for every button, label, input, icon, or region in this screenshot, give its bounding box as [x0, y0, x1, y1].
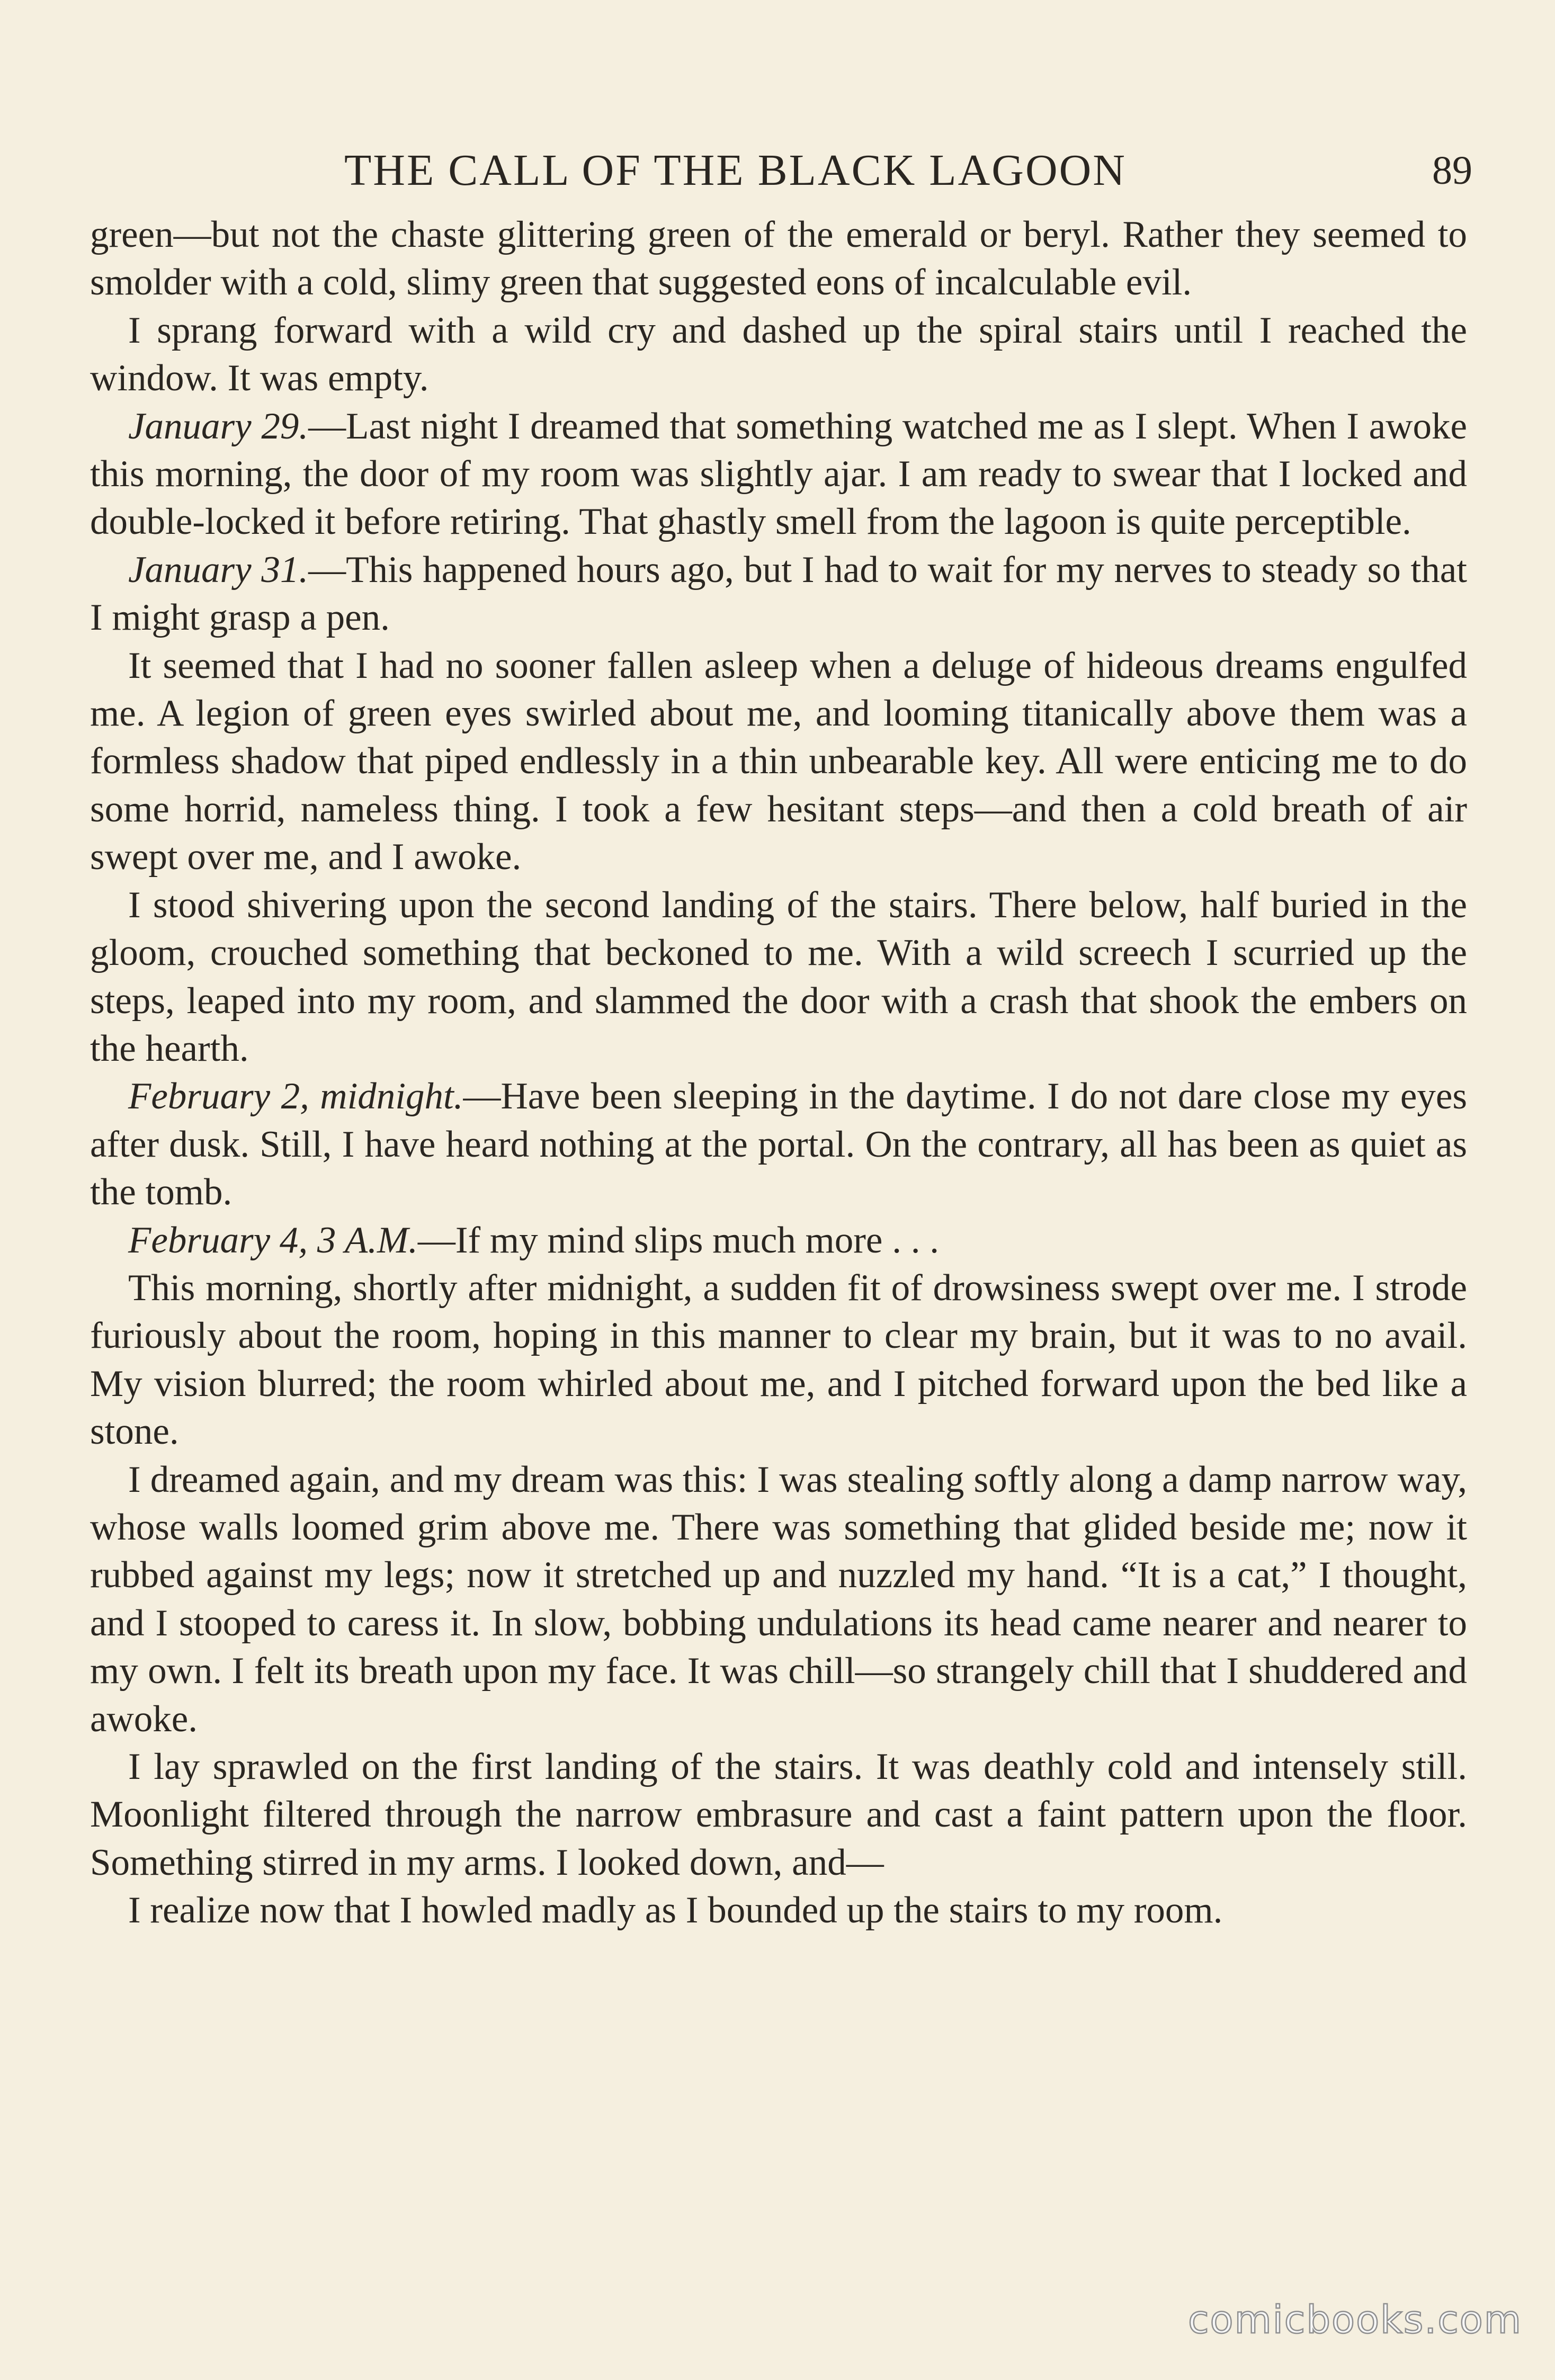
paragraph-text: This morning, shortly after midnight, a sudden fit of drowsiness swept over me. I strode furiously about the room, hoping in this manner to clear my brain, but it was to no avail. My vision blurred; the room whirled about me, and I pitched forward upon the bed like a stone. [90, 1267, 1467, 1453]
paragraph [90, 402, 1467, 546]
paragraph [90, 881, 1467, 1073]
paragraph-text: —This happened hours ago, but I had to wait for my nerves to steady so that I might grasp a pen. [90, 549, 1467, 639]
paragraph [90, 211, 1467, 307]
paragraph-text: —Have been sleeping in the daytime. I do not dare close my eyes after dusk. Still, I have heard nothing at the portal. On the contrary, all has been as quiet as the tomb. [90, 1076, 1467, 1213]
paragraph [90, 546, 1467, 642]
entry-date: February 4, 3 A.M. [128, 1219, 418, 1261]
paragraph [90, 642, 1467, 881]
page-header [344, 139, 1472, 202]
paragraph [90, 1216, 1467, 1264]
paragraph [90, 1886, 1467, 1934]
watermark: comicbooks.com [1187, 2297, 1522, 2342]
entry-date: January 31. [128, 549, 309, 590]
paragraph [90, 1264, 1467, 1456]
paragraph-text: green—but not the chaste glittering green of the emerald or beryl. Rather they seemed to smolder with a cold, slimy green that suggested eons of incalculable evil. [90, 214, 1467, 303]
paragraph-text: —If my mind slips much more . . . [417, 1219, 939, 1261]
entry-date: January 29. [128, 405, 309, 447]
paragraph [90, 1743, 1467, 1886]
paragraph-text: I sprang forward with a wild cry and dashed up the spiral stairs until I reached the window. It was empty. [90, 309, 1467, 399]
paragraph-text: It seemed that I had no sooner fallen asleep when a deluge of hideous dreams engulfed me. A legion of green eyes swirled about me, and looming titanically above them was a formless shadow that piped endlessly in a thin unbearable key. All were enticing me to do some horrid, nameless thing. I took a few hesitant steps—and then a cold breath of air swept over me, and I awoke. [90, 645, 1467, 878]
paragraph-text: —Last night I dreamed that something watched me as I slept. When I awoke this morning, the door of my room was slightly ajar. I am ready to swear that I locked and double-locked it before retiring. That ghastly smell from the lagoon is quite perceptible. [90, 405, 1467, 543]
paragraph-text: I dreamed again, and my dream was this: I was stealing softly along a damp narrow way, whose walls loomed grim above me. There was something that glided beside me; now it rubbed against my legs; now it stretched up and nuzzled my hand. “It is a cat,” I thought, and I stooped to caress it. In slow, bobbing undulations its head came nearer and nearer to my own. I felt its breath upon my face. It was chill—so strangely chill that I shuddered and awoke. [90, 1459, 1467, 1740]
paragraph [90, 1456, 1467, 1743]
running-head: THE CALL OF THE BLACK LAGOON [344, 146, 1127, 195]
paragraph-text: I lay sprawled on the first landing of the stairs. It was deathly cold and intensely still. Moonlight filtered through the narrow embrasure and cast a faint pattern upon the floor. Something stirred in my arms. I looked down, and— [90, 1746, 1467, 1883]
entry-date: February 2, midnight. [128, 1076, 463, 1117]
page-number: 89 [1432, 148, 1472, 193]
body-text [90, 211, 1467, 1935]
paragraph-text: I realize now that I howled madly as I bounded up the stairs to my room. [128, 1890, 1223, 1931]
paragraph [90, 1072, 1467, 1216]
paragraph [90, 307, 1467, 402]
paragraph-text: I stood shivering upon the second landing of the stairs. There below, half buried in the gloom, crouched something that beckoned to me. With a wild screech I scurried up the steps, leaped into my room, and slammed the door with a crash that shook the embers on the hearth. [90, 884, 1467, 1069]
